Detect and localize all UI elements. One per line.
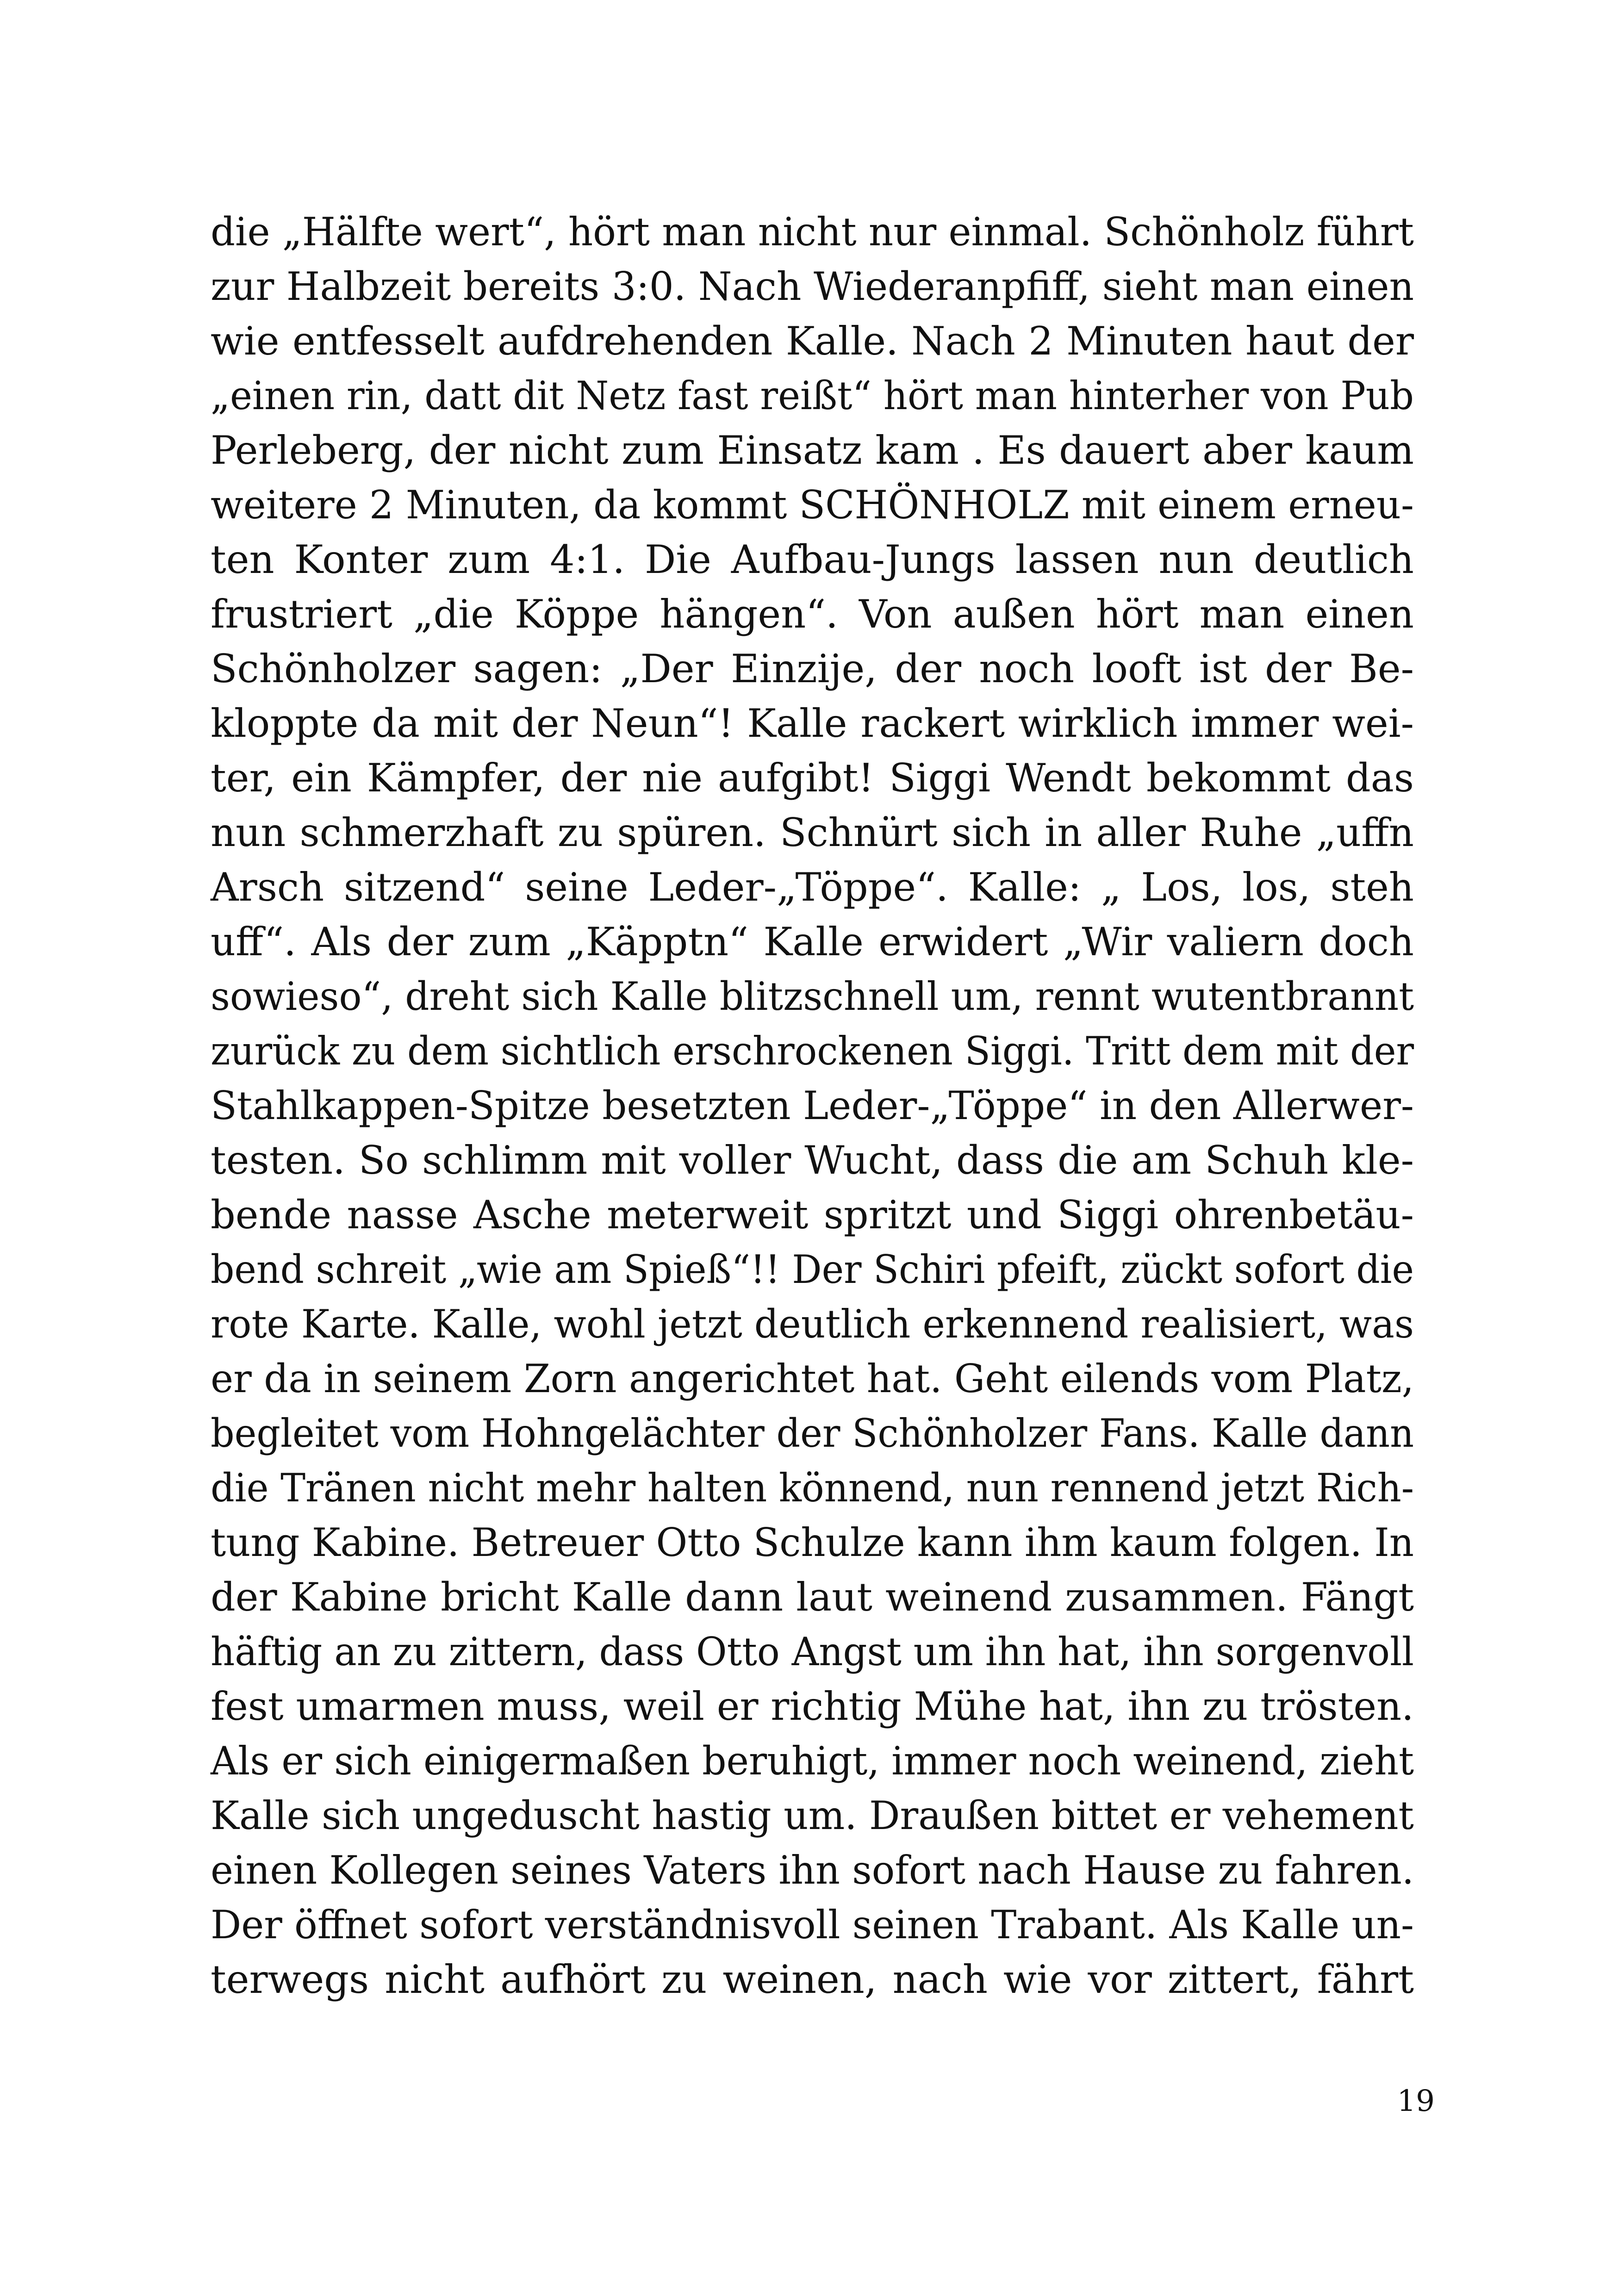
text-line: einen Kollegen seines Vaters ihn sofort nach Hause zu fahren. [211,1848,1414,1893]
text-line: häftig an zu zittern, dass Otto Angst um ihn hat, ihn sorgenvoll [211,1629,1414,1674]
text-line: wie entfesselt aufdrehenden Kalle. Nach 2 Minuten haut der [211,318,1414,364]
body-text [211,205,1414,2007]
text-line: zur Halbzeit bereits 3:0. Nach Wiederanpfiff, sieht man einen [211,264,1414,309]
page-number: 19 [1397,2084,1435,2118]
text-line: fest umarmen muss, weil er richtig Mühe hat, ihn zu trösten. [211,1684,1414,1729]
text-line: der Kabine bricht Kalle dann laut weinend zusammen. Fängt [211,1574,1414,1620]
text-line: testen. So schlimm mit voller Wucht, dass die am Schuh kle- [211,1138,1414,1183]
text-line: sowieso“, dreht sich Kalle blitzschnell um, rennt wutentbrannt [211,974,1414,1019]
text-line: die „Hälfte wert“, hört man nicht nur einmal. Schönholz führt [211,209,1414,255]
text-line: zurück zu dem sichtlich erschrockenen Siggi. Tritt dem mit der [211,1028,1414,1074]
text-line: „einen rin, datt dit Netz fast reißt“ hört man hinterher von Pub [211,373,1414,418]
text-line: ter, ein Kämpfer, der nie aufgibt! Siggi Wendt bekommt das [211,755,1414,801]
text-line: Schönholzer sagen: „Der Einzije, der noch looft ist der Be- [211,646,1414,691]
text-line: rote Karte. Kalle, wohl jetzt deutlich erkennend realisiert, was [211,1301,1414,1347]
text-line: Perleberg, der nicht zum Einsatz kam . Es dauert aber kaum [211,428,1414,473]
text-line: uff“. Als der zum „Käpptn“ Kalle erwidert „Wir valiern doch [211,919,1414,964]
text-line: terwegs nicht aufhört zu weinen, nach wie vor zittert, fährt [211,1957,1414,2002]
text-line: begleitet vom Hohngelächter der Schönholzer Fans. Kalle dann [211,1411,1414,1456]
text-line: er da in seinem Zorn angerichtet hat. Geht eilends vom Platz, [211,1356,1414,1401]
text-line: ten Konter zum 4:1. Die Aufbau-Jungs lassen nun deutlich [211,537,1414,582]
text-line: die Tränen nicht mehr halten könnend, nun rennend jetzt Rich- [211,1465,1414,1511]
text-line: Stahlkappen-Spitze besetzten Leder-„Töppe“ in den Allerwer- [211,1083,1414,1128]
text-line: weitere 2 Minuten, da kommt SCHÖNHOLZ mit einem erneu- [211,482,1414,528]
text-line: Arsch sitzend“ seine Leder-„Töppe“. Kalle: „ Los, los, steh [211,865,1414,910]
text-line: bend schreit „wie am Spieß“!! Der Schiri pfeift, zückt sofort die [211,1247,1414,1292]
text-line: frustriert „die Köppe hängen“. Von außen hört man einen [211,591,1414,637]
text-line: tung Kabine. Betreuer Otto Schulze kann ihm kaum folgen. In [211,1520,1414,1565]
text-line: bende nasse Asche meterweit spritzt und Siggi ohrenbetäu- [211,1192,1414,1238]
text-line: kloppte da mit der Neun“! Kalle rackert wirklich immer wei- [211,701,1414,746]
text-line: Als er sich einigermaßen beruhigt, immer noch weinend, zieht [211,1738,1414,1784]
text-line: Der öffnet sofort verständnisvoll seinen Trabant. Als Kalle un- [211,1902,1414,1948]
text-line: nun schmerzhaft zu spüren. Schnürt sich in aller Ruhe „uffn [211,810,1414,855]
text-line: Kalle sich ungeduscht hastig um. Draußen bittet er vehement [211,1793,1414,1838]
